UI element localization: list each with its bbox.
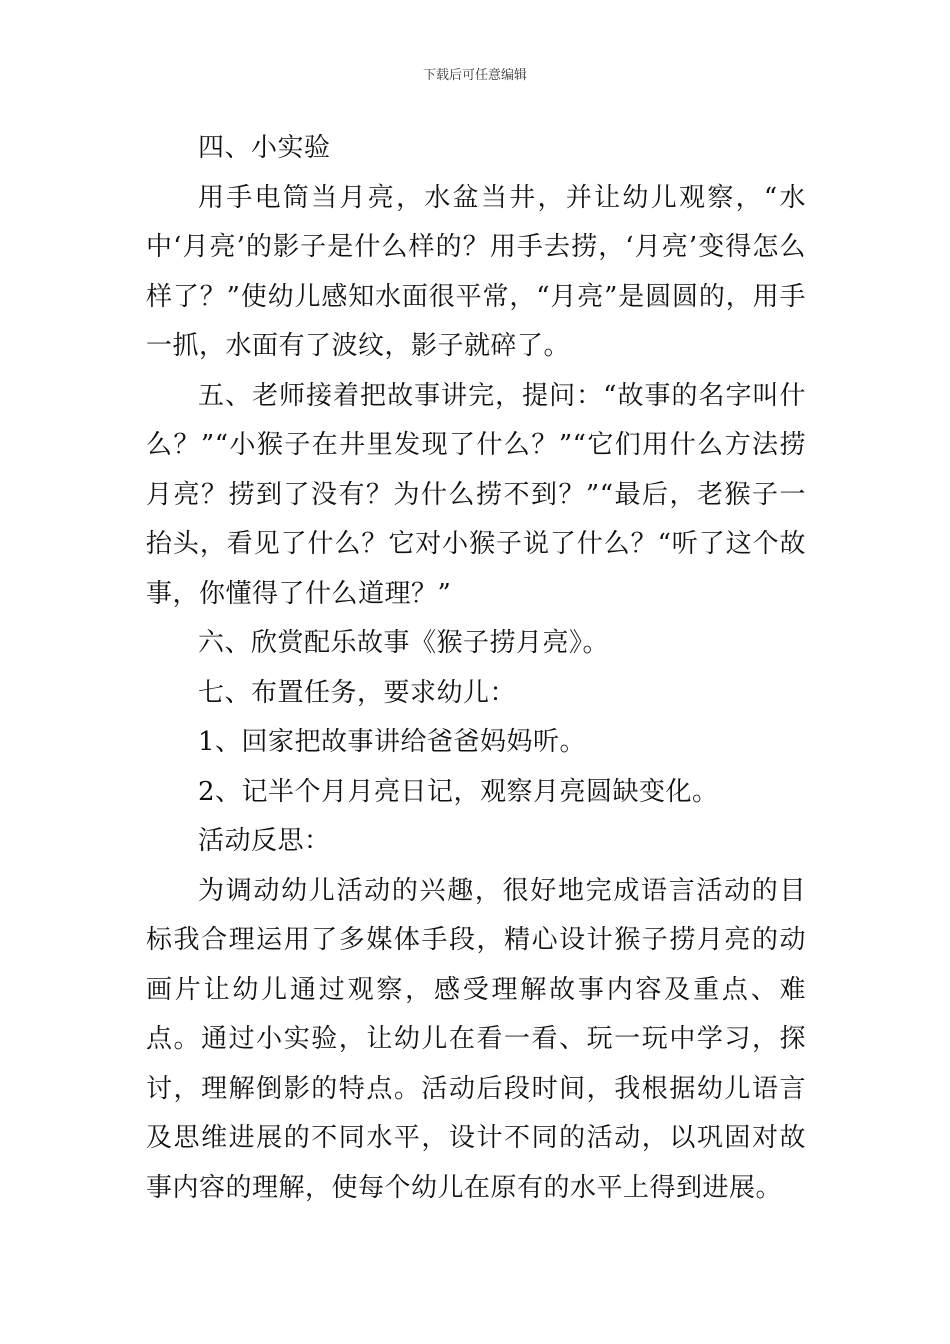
section-heading-experiment: 四、小实验 <box>198 133 331 163</box>
paragraph-assign-tasks: 七、布置任务，要求幼儿： <box>198 677 517 708</box>
task-item-1: 1、回家把故事讲给爸爸妈妈听。 <box>198 727 587 757</box>
paragraph-enjoy-story: 六、欣赏配乐故事《猴子捞月亮》。 <box>198 628 610 658</box>
document-body <box>146 124 806 1213</box>
section-heading-reflection: 活动反思： <box>198 826 331 856</box>
paragraph-questions: 五、老师接着把故事讲完，提问：“故事的名字叫什么？”“小猴子在井里发现了什么？”“它们用什么方法捞月亮？捞到了没有？为什么捞不到？”“最后，老猴子一抬头，看见了什么？它对小猴子说了什么？“听了这个故事，你懂得了什么道理？” <box>146 380 806 609</box>
paragraph-reflection: 为调动幼儿活动的兴趣，很好地完成语言活动的目标我合理运用了多媒体手段，精心设计猴子捞月亮的动画片让幼儿通过观察，感受理解故事内容及重点、难点。通过小实验，让幼儿在看一看、玩一玩中学习，探讨，理解倒影的特点。活动后段时间，我根据幼儿语言及思维进展的不同水平，设计不同的活动，以巩固对故事内容的理解，使每个幼儿在原有的水平上得到进展。 <box>146 875 806 1203</box>
task-item-2: 2、记半个月月亮日记，观察月亮圆缺变化。 <box>198 776 719 807</box>
page-header-note: 下载后可任意编辑 <box>422 68 527 83</box>
paragraph-experiment: 用手电筒当月亮，水盆当井，并让幼儿观察，“水中‘月亮’的影子是什么样的？用手去捞，‘月亮’变得怎么样了？”使幼儿感知水面很平常，“月亮”是圆圆的，用手一抓，水面有了波纹，影子就碎了。 <box>146 182 806 361</box>
